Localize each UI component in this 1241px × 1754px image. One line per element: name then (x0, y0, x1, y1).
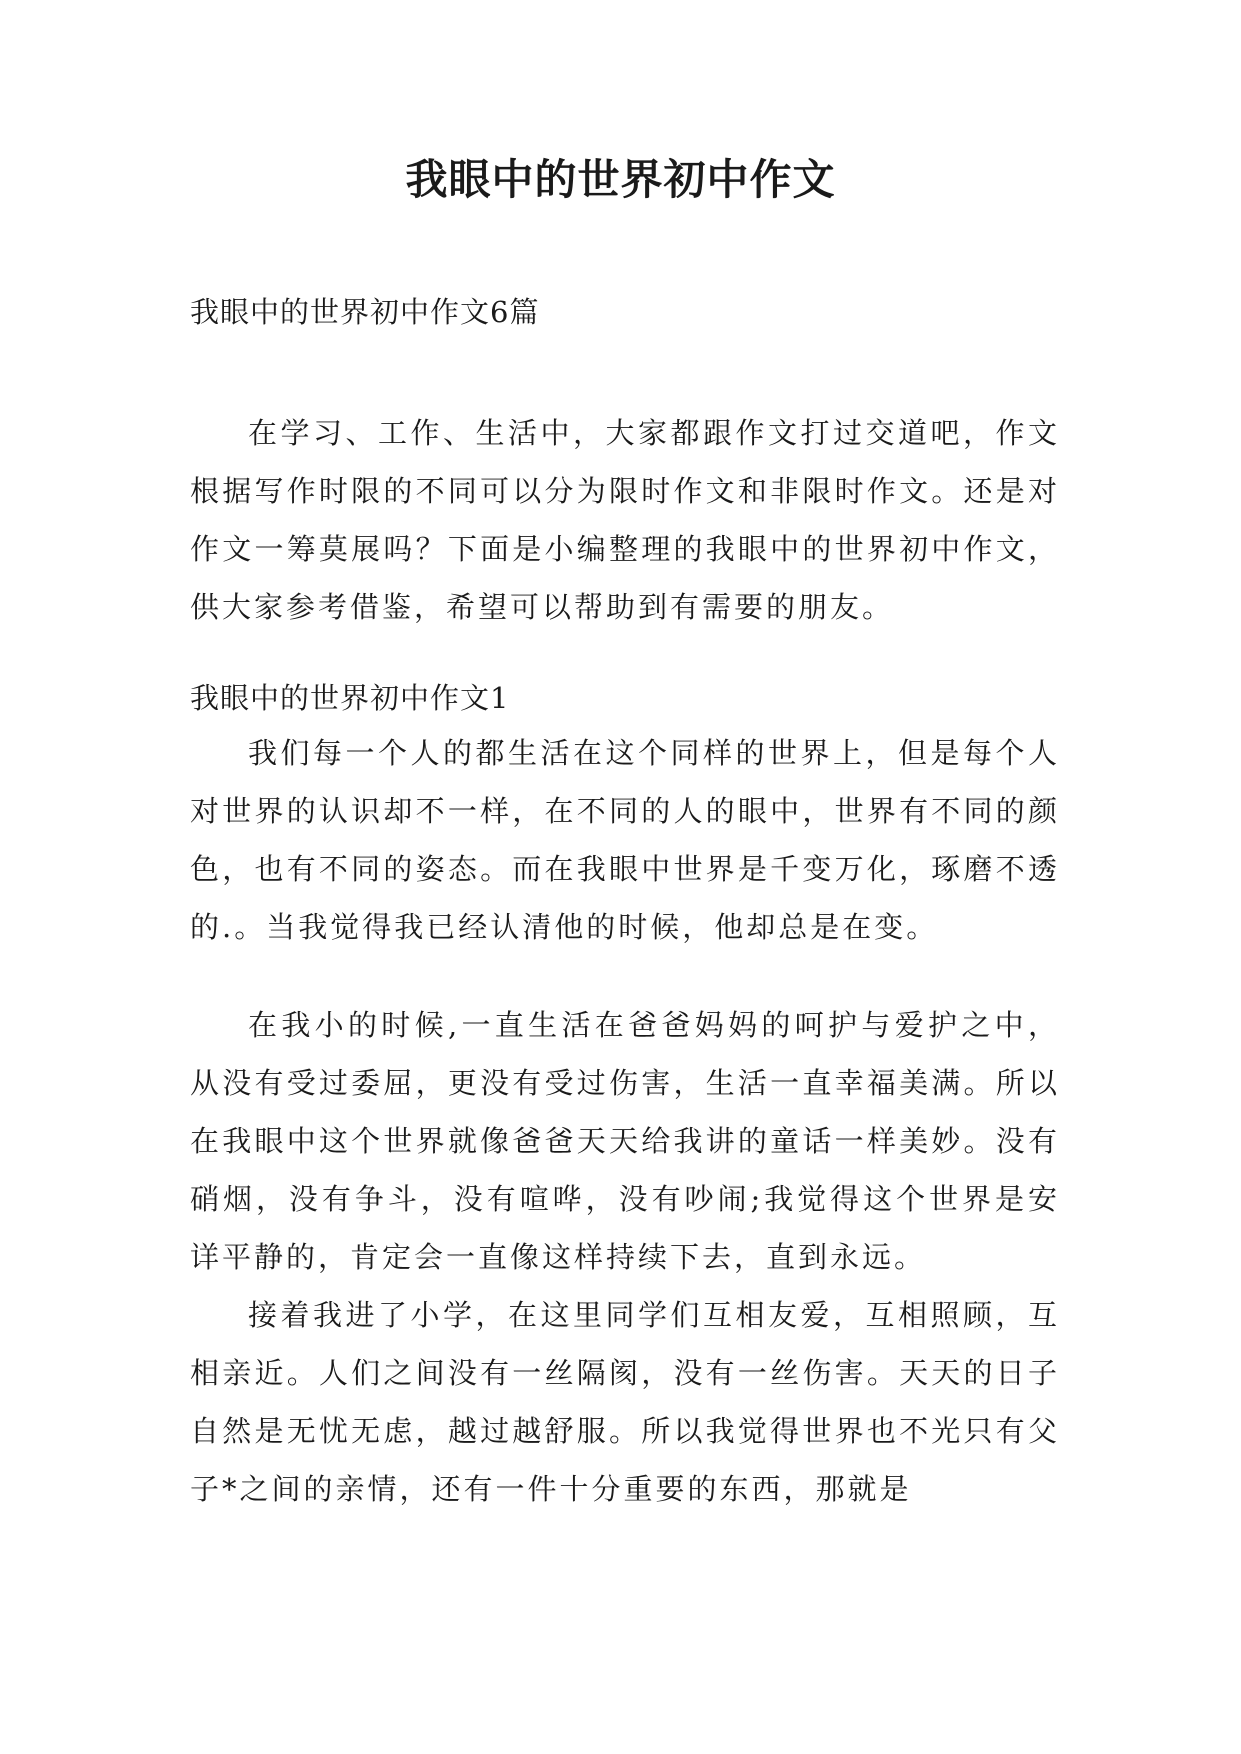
essay-1-heading: 我眼中的世界初中作文1 (190, 681, 510, 715)
essay-paragraph: 在我小的时候,一直生活在爸爸妈妈的呵护与爱护之中，从没有受过委屈，更没有受过伤害，生活一直幸福美满。所以在我眼中这个世界就像爸爸天天给我讲的童话一样美妙。没有硝烟，没有争斗，没有喧哗，没有吵闹;我觉得这个世界是安详平静的，肯定会一直像这样持续下去，直到永远。 (190, 1008, 1060, 1274)
document-title: 我眼中的世界初中作文 (405, 155, 836, 204)
intro-paragraph: 在学习、工作、生活中，大家都跟作文打过交道吧，作文根据写作时限的不同可以分为限时作文和非限时作文。还是对作文一筹莫展吗？下面是小编整理的我眼中的世界初中作文，供大家参考借鉴，希望可以帮助到有需要的朋友。 (190, 416, 1060, 624)
collection-heading: 我眼中的世界初中作文6篇 (190, 295, 540, 329)
essay-paragraph: 我们每一个人的都生活在这个同样的世界上，但是每个人对世界的认识却不一样，在不同的人的眼中，世界有不同的颜色，也有不同的姿态。而在我眼中世界是千变万化，琢磨不透的.。当我觉得我已经认清他的时候，他却总是在变。 (190, 736, 1060, 944)
document-body (190, 290, 1060, 1518)
essay-paragraph: 接着我进了小学，在这里同学们互相友爱，互相照顾，互相亲近。人们之间没有一丝隔阂，没有一丝伤害。天天的日子自然是无忧无虑，越过越舒服。所以我觉得世界也不光只有父子*之间的亲情，还有一件十分重要的东西，那就是 (190, 1298, 1060, 1506)
